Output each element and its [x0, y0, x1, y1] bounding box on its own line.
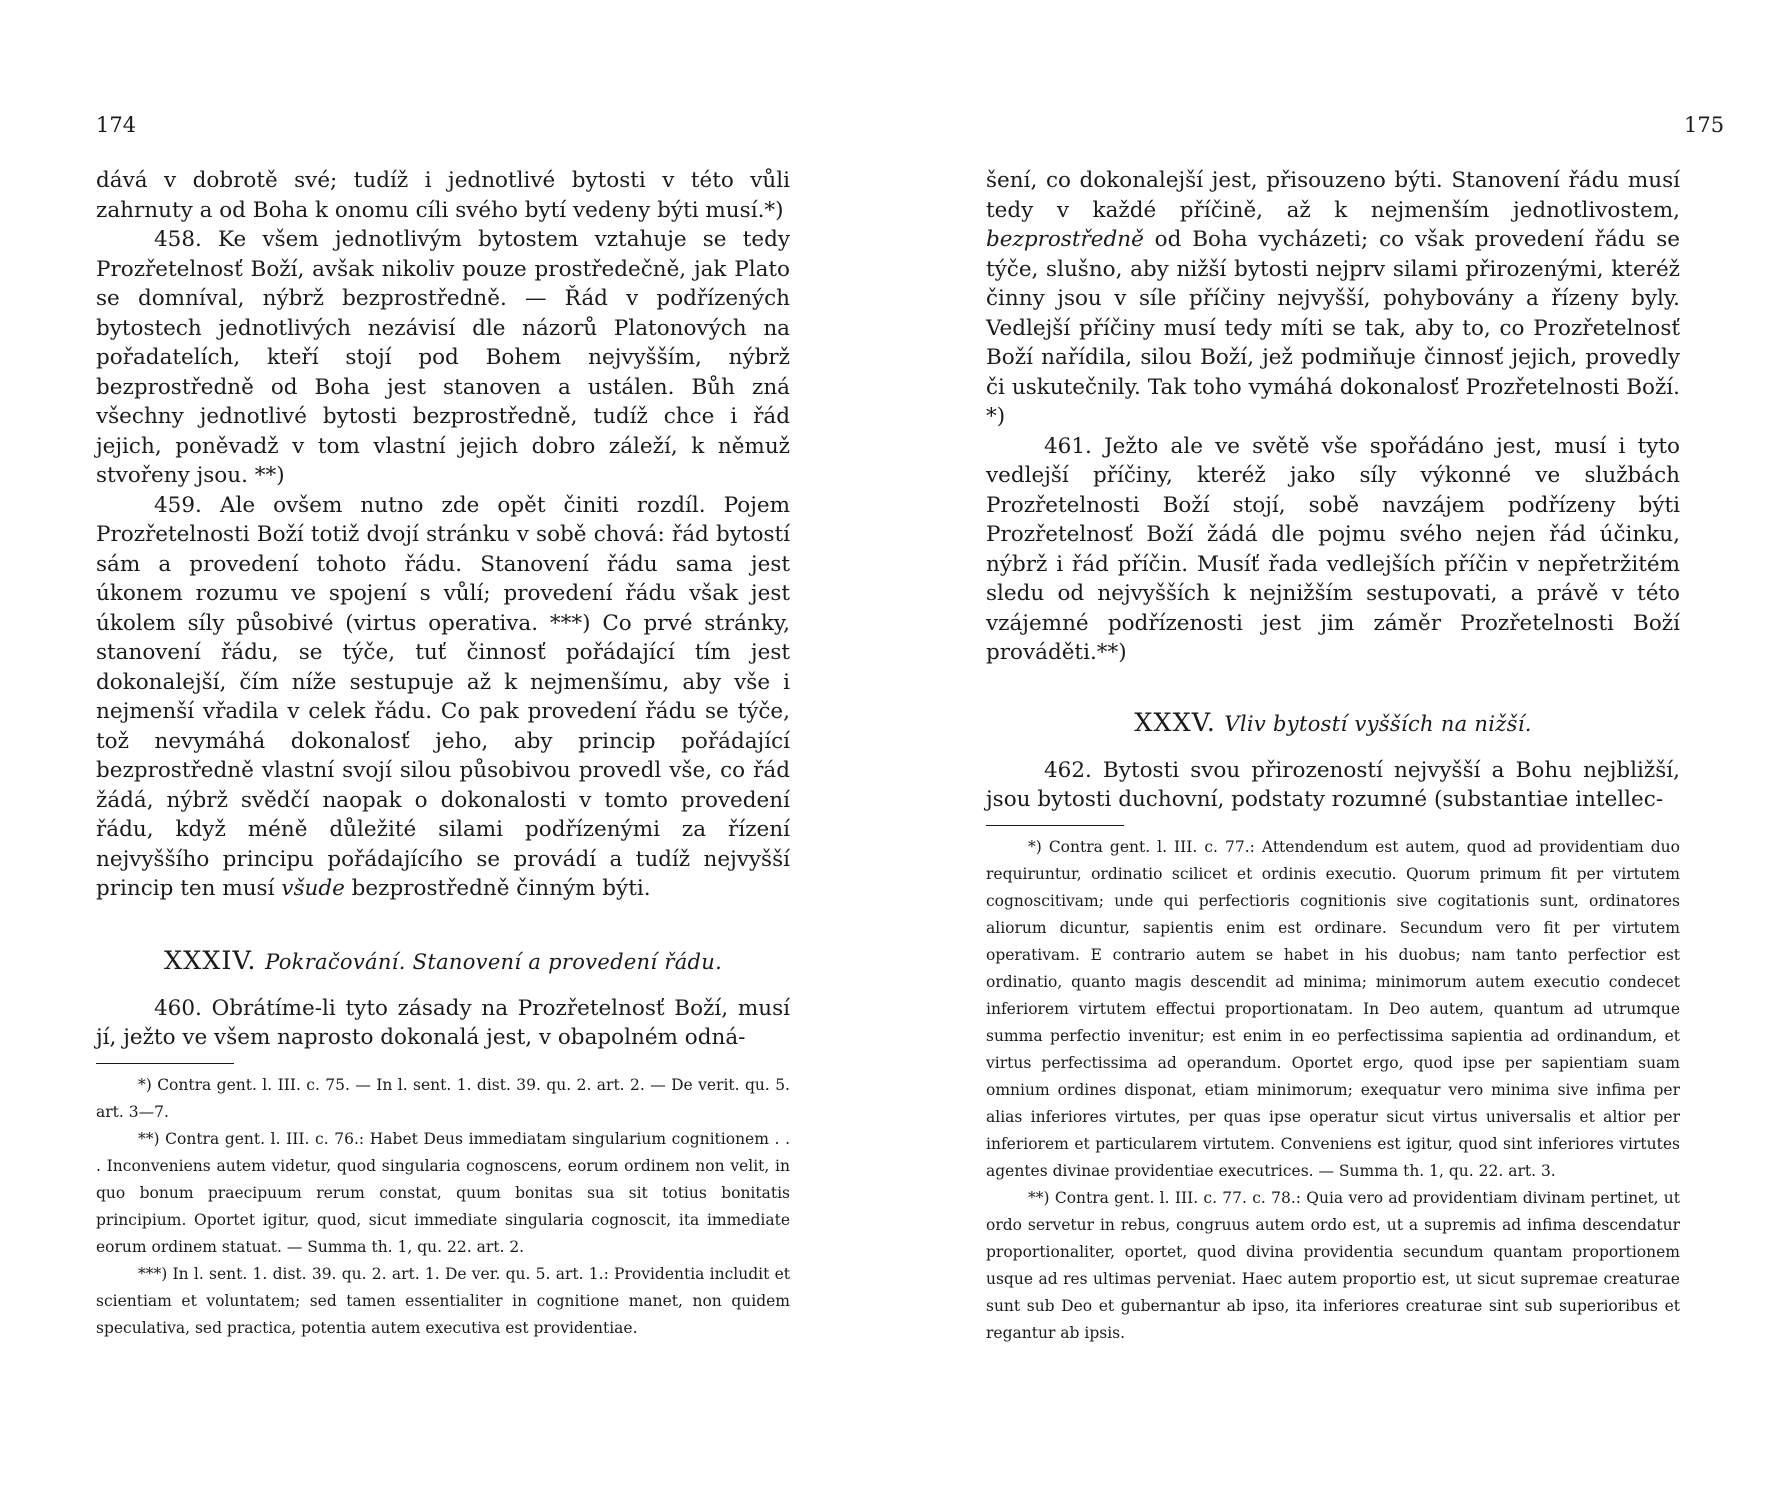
paragraph-459	[96, 491, 790, 904]
page-number: 174	[96, 113, 137, 137]
body-text-2	[986, 756, 1680, 815]
paragraph-461: 461. Ježto ale ve světě vše spořádáno jest, musí i tyto vedlejší příčiny, kteréž jako síly výkonné ve službách Prozřetelnosti Boží stojí, sobě navzájem podřízeny býti Prozřetelnosť Boží žádá dle pojmu svého nejen řád účinku, nýbrž i řád příčin. Musíť řada vedlejších příčin v nepřetržitém sledu od nejvyšších k nejnižším sestupovati, a právě v této vzájemné podřízenosti jest jim záměr Prozřetelnosti Boží prováděti.**)	[986, 433, 1680, 665]
body-text	[986, 166, 1680, 668]
paragraph-458: 458. Ke všem jednotlivým bytostem vztahuje se tedy Prozřetelnosť Boží, avšak nikoliv pouze prostředečně, jak Plato se domníval, nýbrž bezprostředně. — Řád v podřízených bytostech jednotlivých nezávisí dle názorů Platonových na pořadatelích, kteří stojí pod Bohem nejvyšším, nýbrž bezprostředně od Boha jest stanoven a ustálen. Bůh zná všechny jednotlivé bytosti bezprostředně, tudíž chce i řád jejich, poněvadž v tom vlastní jejich dobro záleží, k němuž stvořeny jsou. **)	[96, 227, 790, 488]
paragraph-462: 462. Bytosti svou přirozeností nejvyšší a Bohu nejbližší, jsou bytosti duchovní, podstaty rozumné (substantiae intellec-	[986, 757, 1680, 812]
footnote-rule	[96, 1063, 234, 1064]
paragraph: dává v dobrotě své; tudíž i jednotlivé bytosti v této vůli zahrnuty a od Boha k onomu cíli svého bytí vedeny býti musí.*)	[96, 168, 790, 223]
section-title: Pokračování. Stanovení a provedení řádu.	[265, 949, 723, 974]
footnote: **) Contra gent. l. III. c. 76.: Habet Deus immediatam singularium cognitionem . . . Inconveniens autem videtur, quod singularia cognoscens, eorum ordinem non velit, in quo bonum praecipuum rerum constat, quum bonitas sua sit totius bonitatis principium. Oportet igitur, quod, sicut immediate singularia cognoscit, ita immediate eorum ordinem statuat. — Summa th. 1, qu. 22. art. 2.	[96, 1129, 790, 1256]
section-number: XXXV.	[1134, 707, 1216, 738]
section-heading-xxxiv	[96, 946, 790, 976]
footnote: ***) In l. sent. 1. dist. 39. qu. 2. art. 1. De ver. qu. 5. art. 1.: Providentia includit et scientiam et voluntatem; sed tamen essentialiter in cognitione manet, non quidem speculativa, sed practica, potentia autem executiva est providentiae.	[96, 1264, 790, 1337]
paragraph-459-text: 459. Ale ovšem nutno zde opět činiti rozdíl. Pojem Prozřetelnosti Boží totiž dvojí stránku v sobě chová: řád bytostí sám a provedení tohoto řádu. Stanovení řádu sama jest úkonem rozumu ve spojení s vůlí; provedení řádu však jest úkolem síly působivé (virtus operativa. ***) Co prvé stránky, stanovení řádu, se týče, tuť činnosť pořádající tím jest dokonalejší, čím níže sestupuje až k nejmenšímu, aby vše i nejmenší vřadila v celek řádu. Co pak provedení řádu se týče, tož nevymáhá dokonalosť jeho, aby princip pořádající bezprostředně vlastní svojí silou působivou provedl vše, co řád žádá, nýbrž svědčí naopak o dokonalosti v tomto provedení řádu, když méně důležité silami podřízenými za řízení nejvyššího principu pořádajícího se provádí a tudíž nejvyšší princip ten musí	[96, 492, 790, 901]
right-page	[893, 0, 1786, 1500]
page-number: 175	[1684, 113, 1725, 137]
body-text-2	[96, 994, 790, 1053]
section-title: Vliv bytostí vyšších na nižší.	[1224, 711, 1532, 736]
paragraph-460: 460. Obrátíme-li tyto zásady na Prozřetelnosť Boží, musí jí, ježto ve všem naprosto dokonalá jest, v obapolném odná-	[96, 995, 790, 1050]
paragraph-459-tail: bezprostředně činným býti.	[344, 876, 651, 901]
paragraph-part: od Boha vycházeti; co však provedení řádu se týče, slušno, aby nižší bytosti nejprv silami přirozenými, kteréž činny jsou v síle příčiny nejvyšší, pohybovány a řízeny byly. Vedlejší příčiny musí tedy míti se tak, aby to, co Prozřetelnosť Boží nařídila, silou Boží, jež podmiňuje činnosť jejich, provedly či uskutečnily. Tak toho vymáhá dokonalosť Prozřetelnosti Boží. *)	[986, 227, 1680, 429]
section-number: XXXIV.	[163, 945, 257, 976]
body-text	[96, 166, 790, 904]
footnotes	[96, 1072, 790, 1342]
footnotes	[986, 834, 1680, 1347]
emphasis: všude	[281, 876, 345, 901]
left-column	[96, 166, 790, 1342]
paragraph	[986, 166, 1680, 432]
emphasis: bezprostředně	[986, 227, 1144, 252]
right-column	[986, 166, 1680, 1347]
footnote: **) Contra gent. l. III. c. 77. c. 78.: Quia vero ad providentiam divinam pertinet, ut ordo servetur in rebus, congruus autem ordo est, ut a supremis ad infima descendatur proportionaliter, oportet, quod divina providentia secundum quantam proportionem usque ad res ultimas perveniat. Haec autem proportio est, ut sicut supremae creaturae sunt sub Deo et gubernantur ab ipso, ita inferiores creaturae sint sub superioribus et regantur ab ipsis.	[986, 1188, 1680, 1342]
paragraph-part: šení, co dokonalejší jest, přisouzeno býti. Stanovení řádu musí tedy v každé příčině, až k nejmenším jednotlivostem,	[986, 168, 1680, 223]
footnote: *) Contra gent. l. III. c. 75. — In l. sent. 1. dist. 39. qu. 2. art. 2. — De verit. qu. 5. art. 3—7.	[96, 1075, 790, 1121]
section-heading-xxxv	[986, 708, 1680, 738]
footnote-rule	[986, 825, 1124, 826]
footnote: *) Contra gent. l. III. c. 77.: Attendendum est autem, quod ad providentiam duo requiruntur, ordinatio scilicet et ordinis executio. Quorum primum fit per virtutem cognoscitivam; unde qui perfectioris cognitionis sive cogitationis sunt, ordinatores aliorum dicuntur, sapientis enim est ordinare. Secundum vero fit per virtutem operativam. E contrario autem se habet in his duobus; nam tanto perfectior est ordinatio, quanto magis descendit ad minima; minimorum autem executio condecet inferiorem virtutem effectui proportionatam. In Deo autem, quantum ad utrumque summa perfectio invenitur; est enim in eo perfectissima sapientia ad ordinandum, et virtus perfectissima ad operandum. Oportet ergo, quod ipse per sapientiam suam omnium ordines disponat, etiam minimorum; exequatur vero minima sive infima per alias inferiores virtutes, per quas ipse operatur sicut virtus universalis et altior per inferiorem et particularem virtutem. Conveniens est igitur, quod sint inferiores virtutes agentes divinae providentiae executrices. — Summa th. 1, qu. 22. art. 3.	[986, 837, 1680, 1180]
